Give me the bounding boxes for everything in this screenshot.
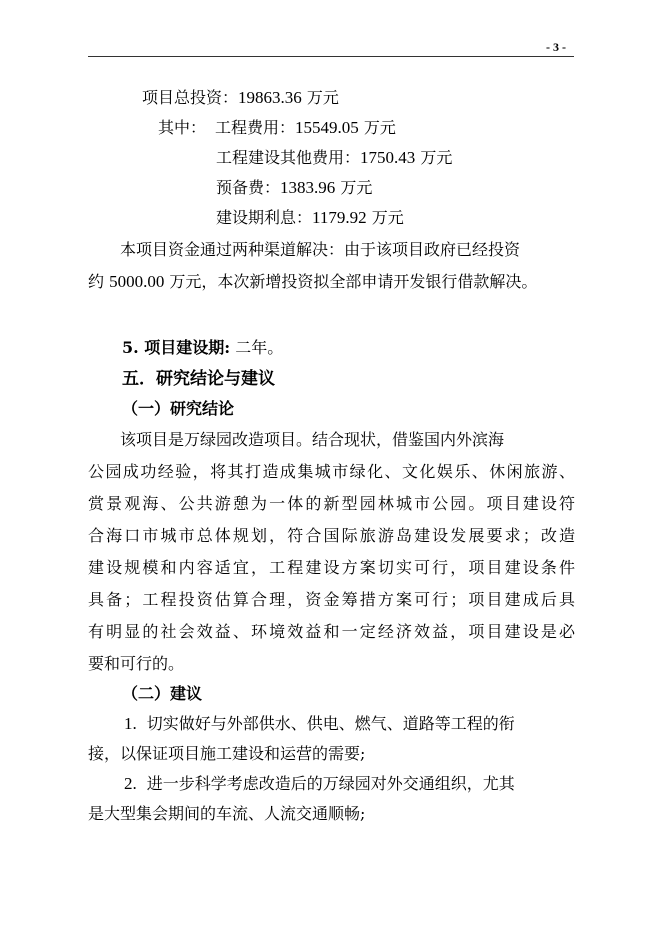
conclusion-line: 该项目是万绿园改造项目。结合现状，借鉴国内外滨海 xyxy=(120,430,505,449)
conclusion-line: 有明显的社会效益、环境效益和一定经济效益，项目建设是必 xyxy=(88,622,575,641)
construction-period xyxy=(122,336,283,360)
reserve-cost-line xyxy=(216,176,372,200)
engineering-cost-label: 工程费用： xyxy=(215,118,296,137)
total-investment-value: 19863.36 xyxy=(238,88,302,107)
suggestion-2-line-2: 是大型集会期间的车流、人流交通顺畅; xyxy=(88,804,366,823)
suggestion-2-line-1 xyxy=(124,772,515,796)
construction-period-heading: 5. 项目建设期: xyxy=(122,338,231,357)
conclusion-line: 建设规模和内容适宜，工程建设方案切实可行，项目建设条件 xyxy=(88,558,575,577)
conclusion-line: 公园成功经验，将其打造成集城市绿化、文化娱乐、休闲旅游、 xyxy=(88,462,575,481)
conclusion-line: 合海口市城市总体规划，符合国际旅游岛建设发展要求；改造 xyxy=(88,526,575,545)
interest-cost-label: 建设期利息： xyxy=(216,208,313,227)
funding-line-2 xyxy=(88,270,537,294)
conclusion-heading: （一）研究结论 xyxy=(122,399,235,418)
reserve-cost-value: 1383.96 xyxy=(280,178,336,197)
suggestion-1-text: 切实做好与外部供水、供电、燃气、道路等工程的衔 xyxy=(146,714,515,733)
section-title: 五．研究结论与建议 xyxy=(122,369,275,389)
suggestions-heading: （二）建议 xyxy=(122,684,203,703)
suggestion-1-number: 1. xyxy=(124,714,137,733)
funding-line-1: 本项目资金通过两种渠道解决：由于该项目政府已经投资 xyxy=(120,240,521,259)
construction-period-text: 二年。 xyxy=(230,338,284,357)
interest-cost-unit: 万元 xyxy=(366,208,404,227)
page-number: - 3 - xyxy=(546,40,566,54)
engineering-cost-line xyxy=(158,116,396,140)
suggestion-2-number: 2. xyxy=(124,774,137,793)
total-investment-label: 项目总投资： xyxy=(142,88,239,107)
other-cost-line xyxy=(216,146,452,170)
interest-cost-value: 1179.92 xyxy=(312,208,367,227)
funding-pre: 约 xyxy=(88,272,110,291)
breakdown-prefix: 其中： xyxy=(158,118,207,137)
engineering-cost-unit: 万元 xyxy=(358,118,396,137)
header-rule xyxy=(88,56,574,57)
total-investment-unit: 万元 xyxy=(301,88,339,107)
other-cost-unit: 万元 xyxy=(415,148,453,167)
total-investment-line xyxy=(142,86,339,110)
funding-post: 万元，本次新增投资拟全部申请开发银行借款解决。 xyxy=(164,272,538,291)
conclusion-line: 赏景观海、公共游憩为一体的新型园林城市公园。项目建设符 xyxy=(88,494,575,513)
interest-cost-line xyxy=(216,206,404,230)
funding-amount: 5000.00 xyxy=(109,272,165,291)
engineering-cost-value: 15549.05 xyxy=(295,118,359,137)
reserve-cost-label: 预备费： xyxy=(216,178,281,197)
conclusion-line: 要和可行的。 xyxy=(88,654,185,673)
suggestion-1-line-1 xyxy=(124,712,515,736)
suggestion-1-line-2: 接，以保证项目施工建设和运营的需要; xyxy=(88,744,366,763)
conclusion-line: 具备；工程投资估算合理，资金筹措方案可行；项目建成后具 xyxy=(88,590,575,609)
other-cost-value: 1750.43 xyxy=(360,148,416,167)
other-cost-label: 工程建设其他费用： xyxy=(216,148,361,167)
suggestion-2-text: 进一步科学考虑改造后的万绿园对外交通组织，尤其 xyxy=(146,774,515,793)
reserve-cost-unit: 万元 xyxy=(335,178,373,197)
